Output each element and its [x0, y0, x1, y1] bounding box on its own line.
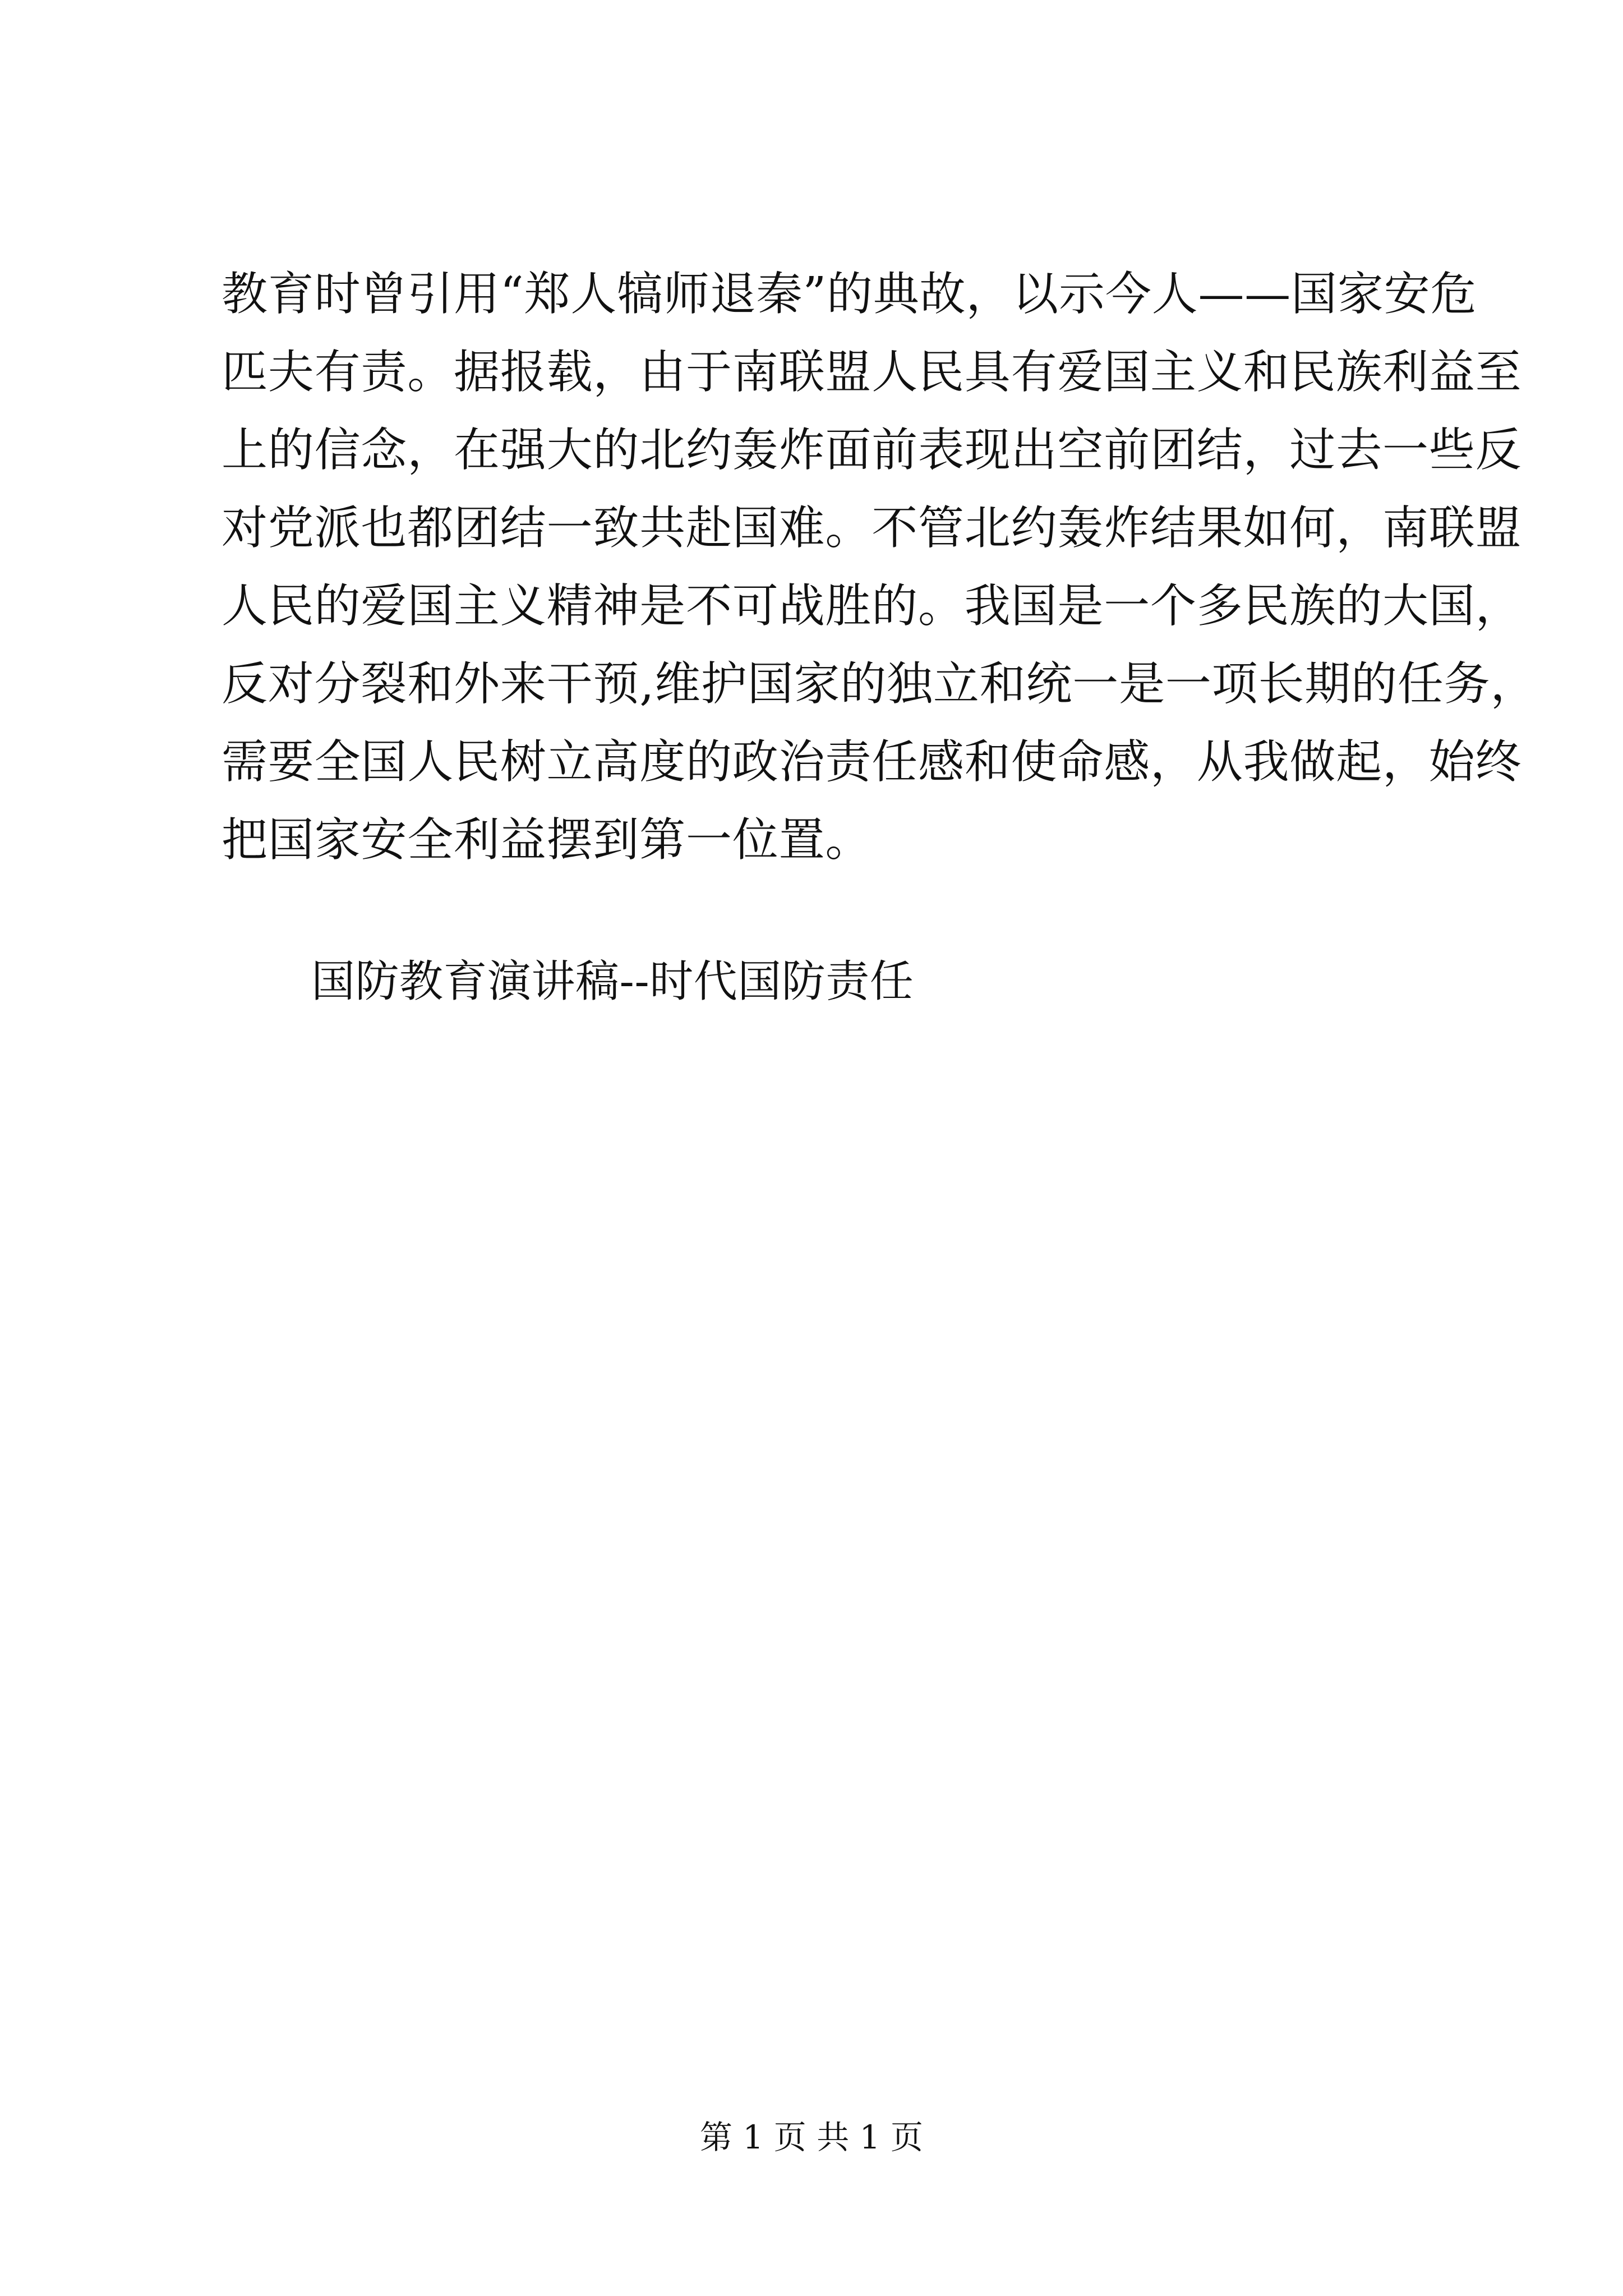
speech-title: 国防教育演讲稿--时代国防责任 — [311, 956, 914, 1007]
paragraph-line-2: 匹夫有责。据报载，由于南联盟人民具有爱国主义和民族利益至 — [222, 346, 1522, 399]
paragraph-line-1: 教育时曾引用“郑人犒师退秦”的典故，以示今人——国家安危 — [222, 268, 1477, 321]
paragraph-line-6: 反对分裂和外来干预,维护国家的独立和统一是一项长期的任务， — [222, 657, 1537, 711]
paragraph-line-7: 需要全国人民树立高度的政治责任感和使命感，从我做起，始终 — [222, 735, 1522, 789]
paragraph-line-8: 把国家安全利益摆到第一位置。 — [222, 813, 872, 867]
paragraph-line-4: 对党派也都团结一致共赴国难。不管北约轰炸结果如何，南联盟 — [222, 501, 1522, 555]
paragraph-line-3: 上的信念，在强大的北约轰炸面前表现出空前团结，过去一些反 — [222, 424, 1522, 477]
page-footer: 第 1 页 共 1 页 — [700, 2118, 923, 2156]
body-paragraph — [222, 255, 1537, 879]
paragraph-line-5: 人民的爱国主义精神是不可战胜的。我国是一个多民族的大国， — [222, 579, 1522, 633]
